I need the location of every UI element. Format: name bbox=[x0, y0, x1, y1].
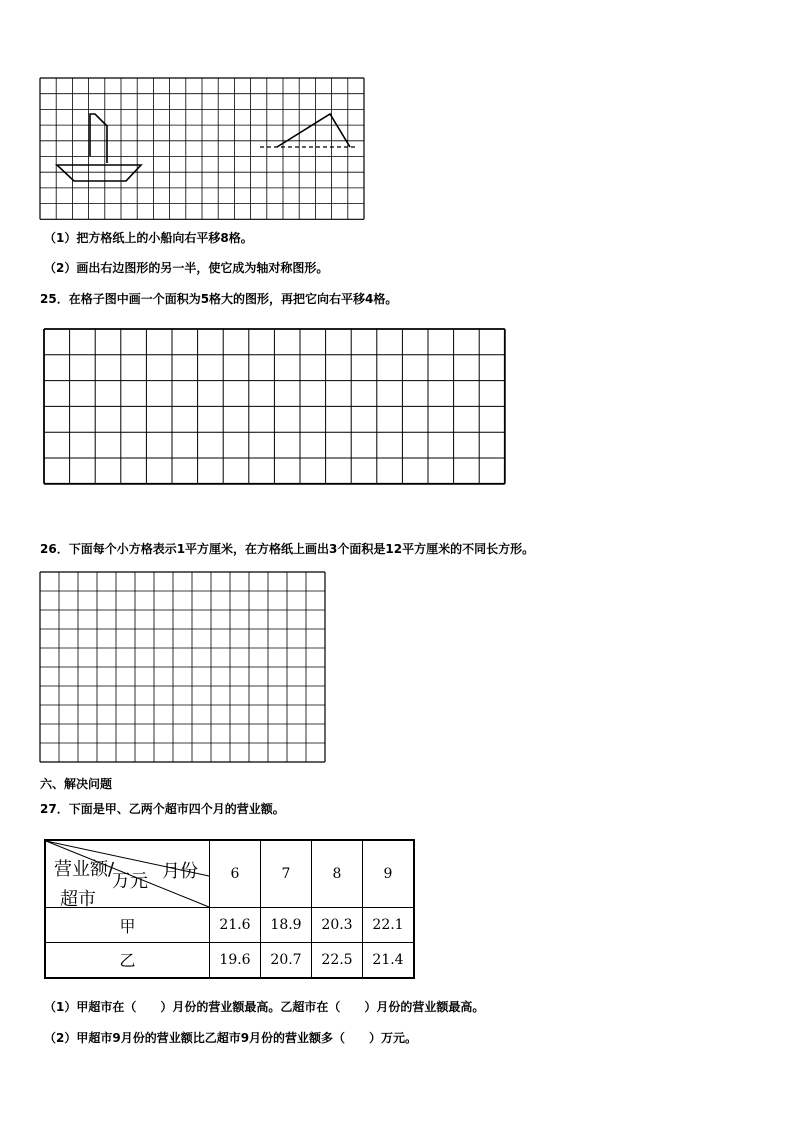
q27-part2: （2）甲超市9月份的营业额比乙超市9月份的营业额多（ ）万元。 bbox=[44, 1031, 418, 1045]
q25-text: 25．在格子图中画一个面积为5格大的图形，再把它向右平移4格。 bbox=[40, 292, 398, 306]
half-figure bbox=[260, 114, 356, 147]
corner-label-sales: 营业额/ bbox=[54, 859, 115, 880]
table-cell: 21.4 bbox=[363, 943, 415, 978]
table-row bbox=[45, 943, 414, 978]
section-title: 六、解决问题 bbox=[40, 777, 113, 791]
corner-label-market: 超市 bbox=[60, 889, 96, 910]
boat-figure bbox=[57, 114, 141, 181]
q25-grid bbox=[44, 329, 506, 485]
q26-text: 26．下面每个小方格表示1平方厘米，在方格纸上画出3个面积是12平方厘米的不同长方形。 bbox=[40, 542, 535, 556]
boat-grid bbox=[40, 78, 365, 220]
table-cell: 22.5 bbox=[312, 943, 363, 978]
q24-part2: （2）画出右边图形的另一半，使它成为轴对称图形。 bbox=[44, 261, 329, 275]
month-header: 7 bbox=[261, 840, 312, 908]
corner-label-month: 月份 bbox=[162, 861, 198, 882]
row-label: 甲 bbox=[45, 908, 210, 943]
q24-part1: （1）把方格纸上的小船向右平移8格。 bbox=[44, 231, 253, 245]
table-cell: 19.6 bbox=[210, 943, 261, 978]
month-header: 6 bbox=[210, 840, 261, 908]
grid-lines bbox=[40, 572, 325, 762]
table-cell: 21.6 bbox=[210, 908, 261, 943]
table-corner-header bbox=[45, 840, 210, 908]
table-cell: 22.1 bbox=[363, 908, 415, 943]
q27-text: 27．下面是甲、乙两个超市四个月的营业额。 bbox=[40, 802, 285, 816]
month-header: 9 bbox=[363, 840, 415, 908]
table-cell: 20.7 bbox=[261, 943, 312, 978]
q26-grid bbox=[40, 572, 326, 764]
corner-label-unit: 万元 bbox=[112, 871, 148, 892]
table-row bbox=[45, 908, 414, 943]
row-label: 乙 bbox=[45, 943, 210, 978]
grid-lines bbox=[44, 329, 505, 484]
table-cell: 18.9 bbox=[261, 908, 312, 943]
sales-table bbox=[44, 839, 415, 979]
q27-part1: （1）甲超市在（ ）月份的营业额最高。乙超市在（ ）月份的营业额最高。 bbox=[44, 1000, 485, 1014]
grid-lines bbox=[40, 78, 364, 219]
month-header: 8 bbox=[312, 840, 363, 908]
table-cell: 20.3 bbox=[312, 908, 363, 943]
